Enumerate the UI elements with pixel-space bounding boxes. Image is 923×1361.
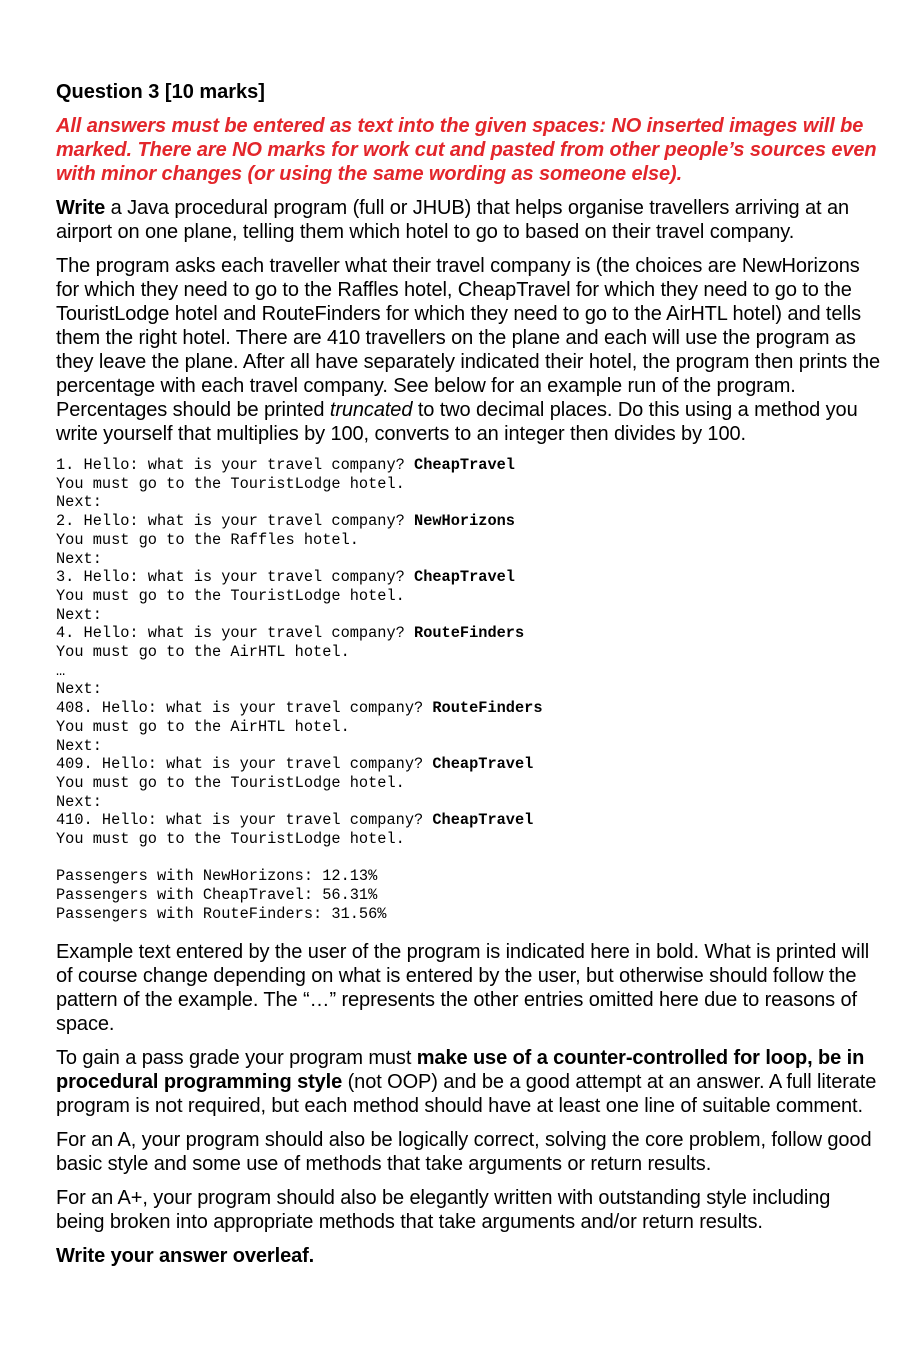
output-line: Passengers with NewHorizons: 12.13%	[56, 867, 378, 886]
warning-notice: All answers must be entered as text into the given spaces: NO inserted images will be marked. There are NO marks for work cut and pasted from other people’s sources even with minor changes (or using the same wording as someone else).	[56, 115, 877, 185]
output-line	[56, 512, 881, 531]
user-answer: CheapTravel	[414, 568, 515, 587]
user-answer: CheapTravel	[414, 456, 515, 474]
prompt-text: 1. Hello: what is your travel company?	[56, 456, 415, 474]
output-line: Next:	[56, 493, 102, 512]
prompt-text: 408. Hello: what is your travel company?	[56, 699, 433, 718]
example-note: Example text entered by the user of the program is indicated here in bold. What is printed will of course change depending on what is entered by the user, but otherwise should follow the pattern of the example. The “…” represents the other entries omitted here due to reasons of space.	[56, 940, 870, 1035]
question-page	[56, 80, 881, 1278]
output-line: Next:	[56, 792, 102, 811]
description-italic: truncated	[329, 399, 413, 421]
output-line: You must go to the TouristLodge hotel.	[56, 773, 405, 792]
output-line	[56, 699, 881, 718]
pass-bold: make use of a counter-controlled for loop, be in procedural programming style	[56, 1046, 865, 1093]
output-line: Next:	[56, 605, 102, 624]
output-line	[56, 755, 881, 774]
intro-text: a Java procedural program (full or JHUB) that helps organise travellers arriving at an airport on one plane, telling them which hotel to go to based on their travel company.	[56, 197, 849, 243]
grade-a-criteria: For an A, your program should also be logically correct, solving the core problem, follow good basic style and some use of methods that take arguments or return results.	[56, 1128, 872, 1175]
output-line: You must go to the Raffles hotel.	[56, 530, 359, 549]
output-line: Passengers with CheapTravel: 56.31%	[56, 886, 378, 905]
user-answer: RouteFinders	[414, 624, 525, 643]
output-line: Passengers with RouteFinders: 31.56%	[56, 904, 387, 923]
user-answer: RouteFinders	[432, 699, 543, 718]
description-text: The program asks each traveller what their travel company is (the choices are NewHorizons for which they need to go to the Raffles hotel, CheapTravel for which they need to go to the TouristLodge hotel and RouteFinders for which they need to go to the AirHTL hotel) and tells them the right hotel. There are 410 travellers on the plane and each will use the program as they leave the plane. After all have separately indicated their hotel, the program then prints the percentage with each travel company. See below for an example run of the program. Percentages should be printed	[56, 255, 881, 421]
pass-criteria	[56, 1046, 881, 1118]
description-paragraph	[56, 254, 881, 446]
output-line: You must go to the AirHTL hotel.	[56, 717, 350, 736]
output-line	[56, 624, 881, 643]
output-line: You must go to the TouristLodge hotel.	[56, 830, 405, 849]
output-line	[56, 568, 881, 587]
output-line	[56, 456, 881, 475]
pass-text: To gain a pass grade your program must	[56, 1046, 417, 1069]
output-line: …	[56, 661, 66, 680]
prompt-text: 3. Hello: what is your travel company?	[56, 568, 415, 587]
output-line: Next:	[56, 549, 102, 568]
prompt-text: 409. Hello: what is your travel company?	[56, 755, 433, 774]
user-answer: CheapTravel	[432, 811, 534, 830]
closing-instruction	[56, 1244, 881, 1268]
output-line: Next:	[56, 736, 102, 755]
user-answer: CheapTravel	[432, 755, 534, 774]
prompt-text: 4. Hello: what is your travel company?	[56, 624, 415, 643]
description-text-end: to two decimal places. Do this using a method you write yourself that multiplies by 100, converts to an integer then divides by 100.	[56, 399, 858, 445]
output-line: You must go to the TouristLodge hotel.	[56, 586, 405, 605]
prompt-text: 410. Hello: what is your travel company?	[56, 811, 433, 830]
pass-text-end: (not OOP) and be a good attempt at an answer. A full literate program is not required, but each method should have at least one line of suitable comment.	[56, 1070, 877, 1117]
prompt-text: 2. Hello: what is your travel company?	[56, 512, 415, 531]
user-answer: NewHorizons	[414, 512, 515, 531]
output-line: Next:	[56, 680, 102, 699]
output-line: You must go to the TouristLodge hotel.	[56, 474, 405, 493]
example-run-output	[56, 456, 881, 924]
intro-paragraph	[56, 196, 881, 244]
output-line	[56, 849, 881, 868]
output-line: You must go to the AirHTL hotel.	[56, 643, 350, 662]
output-line	[56, 811, 881, 830]
question-title: Question 3 [10 marks]	[56, 81, 265, 103]
intro-bold: Write	[56, 197, 106, 219]
grade-a-plus-criteria: For an A+, your program should also be elegantly written with outstanding style including being broken into appropriate methods that take arguments and/or return results.	[56, 1186, 831, 1233]
closing-bold: Write your answer overleaf.	[56, 1244, 315, 1267]
